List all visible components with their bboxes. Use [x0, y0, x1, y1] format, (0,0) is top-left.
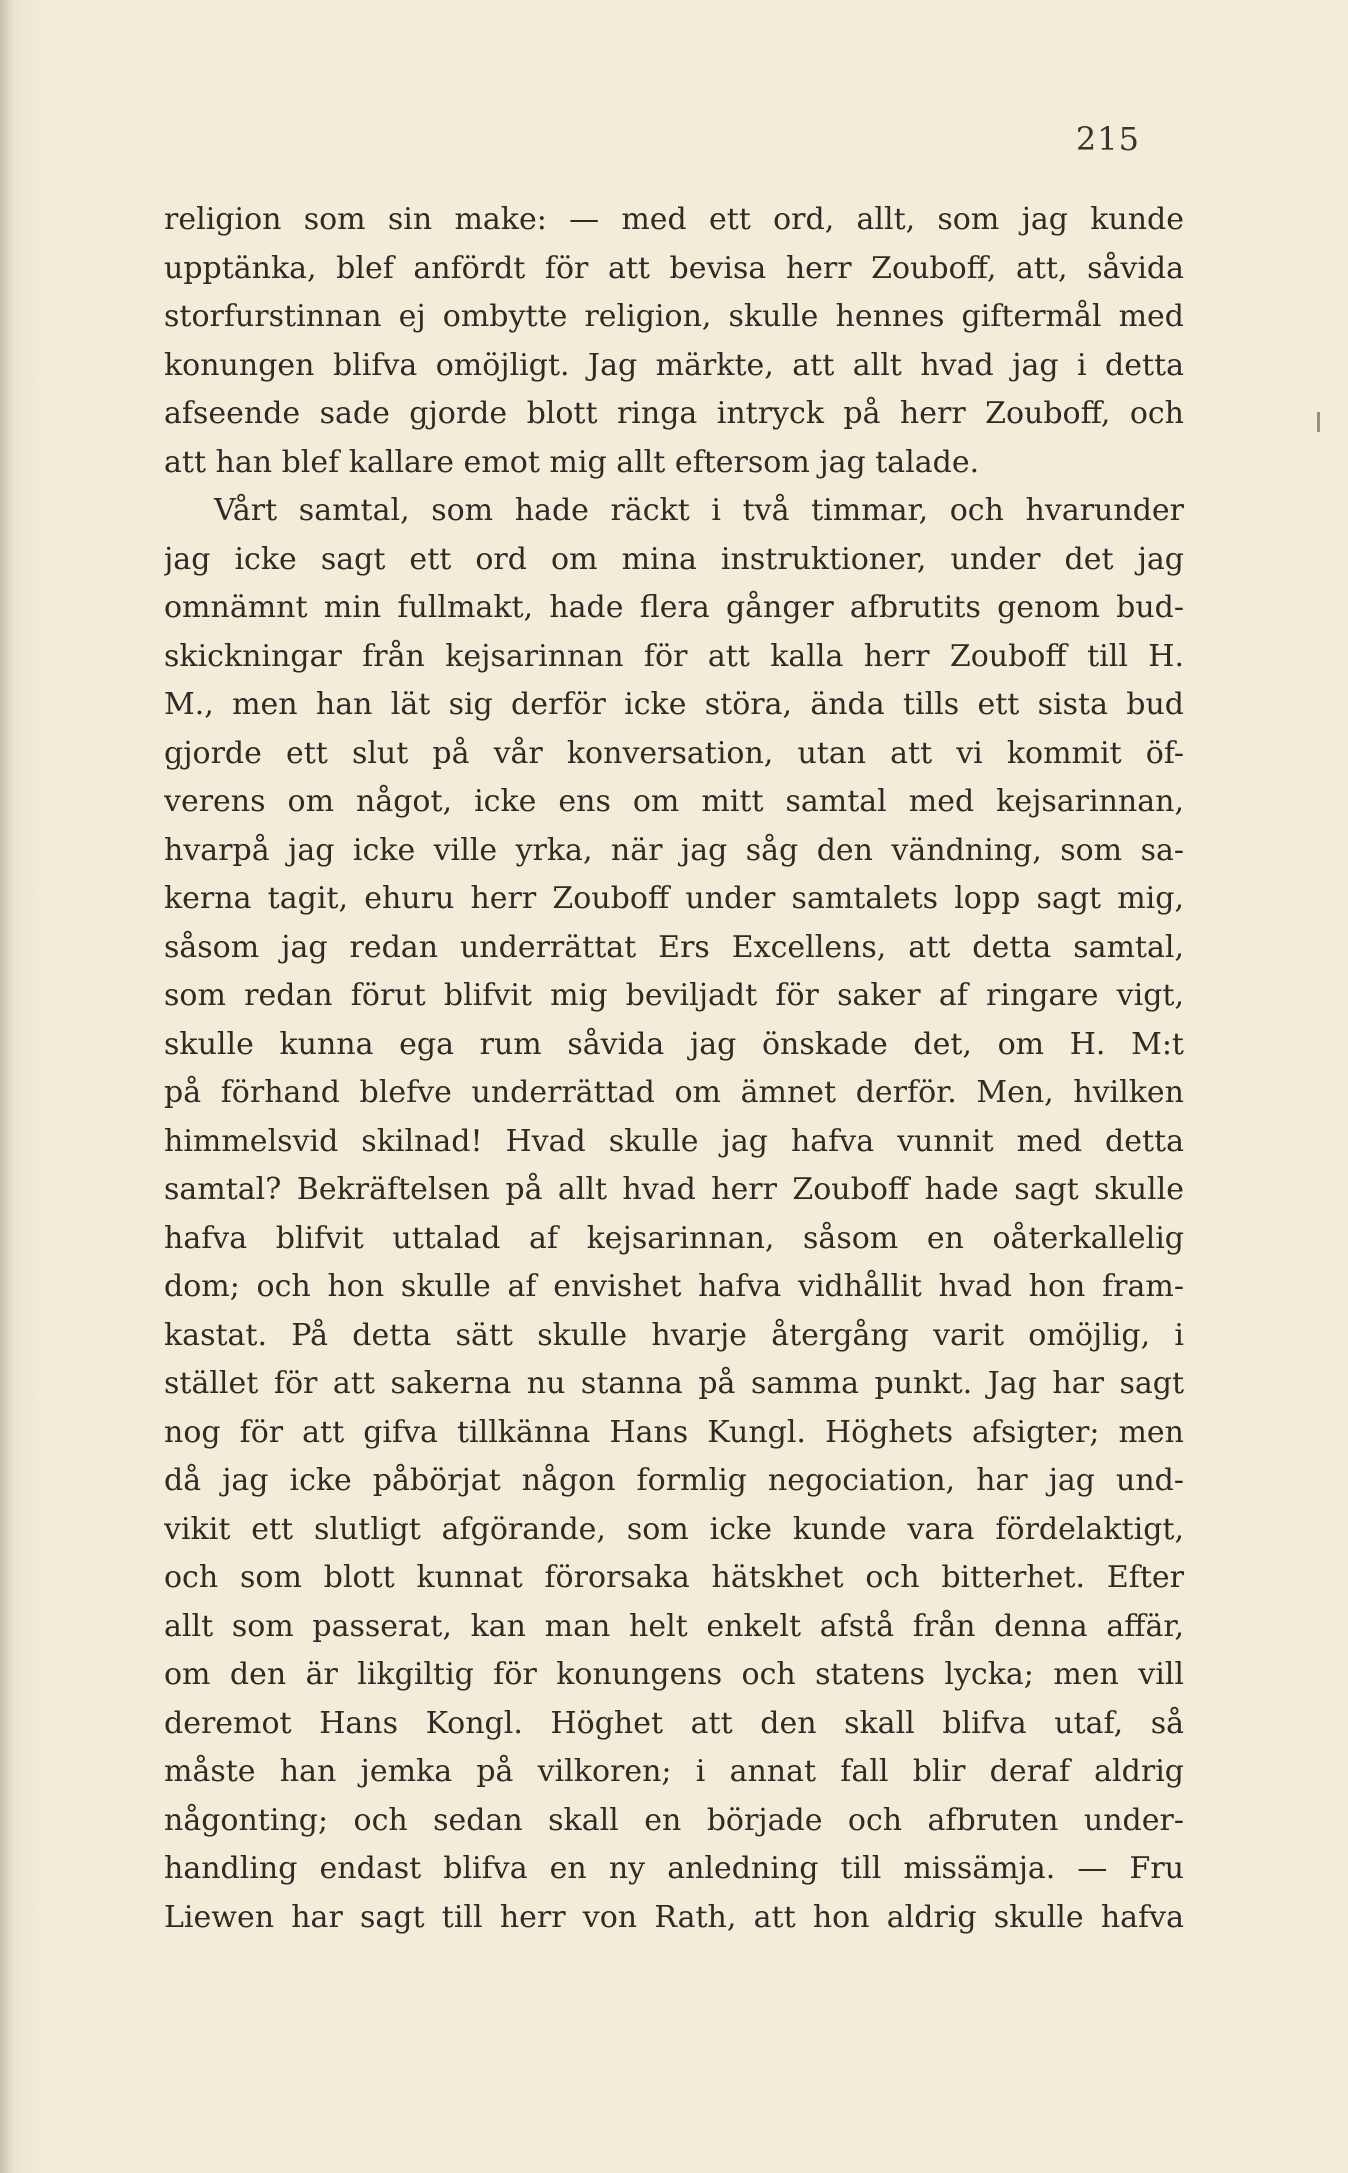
text-line: deremot Hans Kongl. Höghet att den skall blifva utaf, så	[164, 1705, 1184, 1741]
text-line: samtal? Bekräftelsen på allt hvad herr Zouboff hade sagt skulle	[164, 1172, 1184, 1207]
text-line: vikit ett slutligt afgörande, som icke kunde vara fördelaktigt,	[164, 1511, 1184, 1547]
text-line: hvarpå jag icke ville yrka, när jag såg den vändning, som sa-	[164, 832, 1184, 868]
text-line: då jag icke påbörjat någon formlig negociation, har jag und-	[164, 1463, 1184, 1498]
text-line: kastat. På detta sätt skulle hvarje återgång varit omöjlig, i	[164, 1317, 1184, 1353]
page-number: 215	[1075, 120, 1140, 158]
text-line: på förhand blefve underrättad om ämnet derför. Men, hvilken	[164, 1075, 1184, 1110]
text-line: verens om något, icke ens om mitt samtal med kejsarinnan,	[164, 784, 1184, 819]
text-line: jag icke sagt ett ord om mina instruktioner, under det jag	[164, 541, 1184, 577]
text-line: Vårt samtal, som hade räckt i två timmar, och hvarunder	[214, 493, 1184, 528]
text-line: himmelsvid skilnad! Hvad skulle jag hafva vunnit med detta	[164, 1123, 1184, 1159]
text-line: afseende sade gjorde blott ringa intryck på herr Zouboff, och	[164, 396, 1184, 431]
text-line: religion som sin make: — med ett ord, allt, som jag kunde	[164, 202, 1184, 237]
text-line: måste han jemka på vilkoren; i annat fall blir deraf aldrig	[164, 1754, 1184, 1789]
text-line: handling endast blifva en ny anledning till missämja. — Fru	[164, 1851, 1184, 1886]
text-line: om den är likgiltig för konungens och statens lycka; men vill	[164, 1657, 1184, 1692]
scan-mark	[1317, 412, 1320, 432]
text-line: som redan förut blifvit mig beviljadt för saker af ringare vigt,	[164, 978, 1184, 1013]
text-line: stället för att sakerna nu stanna på samma punkt. Jag har sagt	[164, 1366, 1184, 1401]
text-line: hafva blifvit uttalad af kejsarinnan, såsom en oåterkallelig	[164, 1220, 1184, 1256]
body-text	[164, 196, 1184, 1942]
text-line: konungen blifva omöjligt. Jag märkte, att allt hvad jag i detta	[164, 347, 1184, 383]
text-line: nog för att gifva tillkänna Hans Kungl. Höghets afsigter; men	[164, 1414, 1184, 1450]
text-line: att han blef kallare emot mig allt eftersom jag talade.	[164, 444, 980, 480]
text-line: skulle kunna ega rum såvida jag önskade det, om H. M:t	[164, 1026, 1184, 1062]
text-line: skickningar från kejsarinnan för att kalla herr Zouboff till H.	[164, 638, 1184, 674]
text-line: någonting; och sedan skall en började och afbruten under-	[164, 1802, 1184, 1838]
text-line: såsom jag redan underrättat Ers Excellens, att detta samtal,	[164, 929, 1184, 965]
text-line: kerna tagit, ehuru herr Zouboff under samtalets lopp sagt mig,	[164, 881, 1184, 916]
text-line: omnämnt min fullmakt, hade flera gånger afbrutits genom bud-	[164, 590, 1184, 625]
text-line: allt som passerat, kan man helt enkelt afstå från denna affär,	[164, 1608, 1184, 1644]
text-line: och som blott kunnat förorsaka hätskhet och bitterhet. Efter	[164, 1560, 1184, 1595]
text-line: Liewen har sagt till herr von Rath, att hon aldrig skulle hafva	[164, 1899, 1184, 1935]
text-line: storfurstinnan ej ombytte religion, skulle hennes giftermål med	[164, 299, 1184, 334]
text-line: upptänka, blef anfördt för att bevisa herr Zouboff, att, såvida	[164, 250, 1184, 286]
text-line: gjorde ett slut på vår konversation, utan att vi kommit öf-	[164, 735, 1184, 771]
text-line: dom; och hon skulle af envishet hafva vidhållit hvad hon fram-	[164, 1269, 1184, 1304]
text-line: M., men han lät sig derför icke störa, ända tills ett sista bud	[164, 687, 1184, 722]
